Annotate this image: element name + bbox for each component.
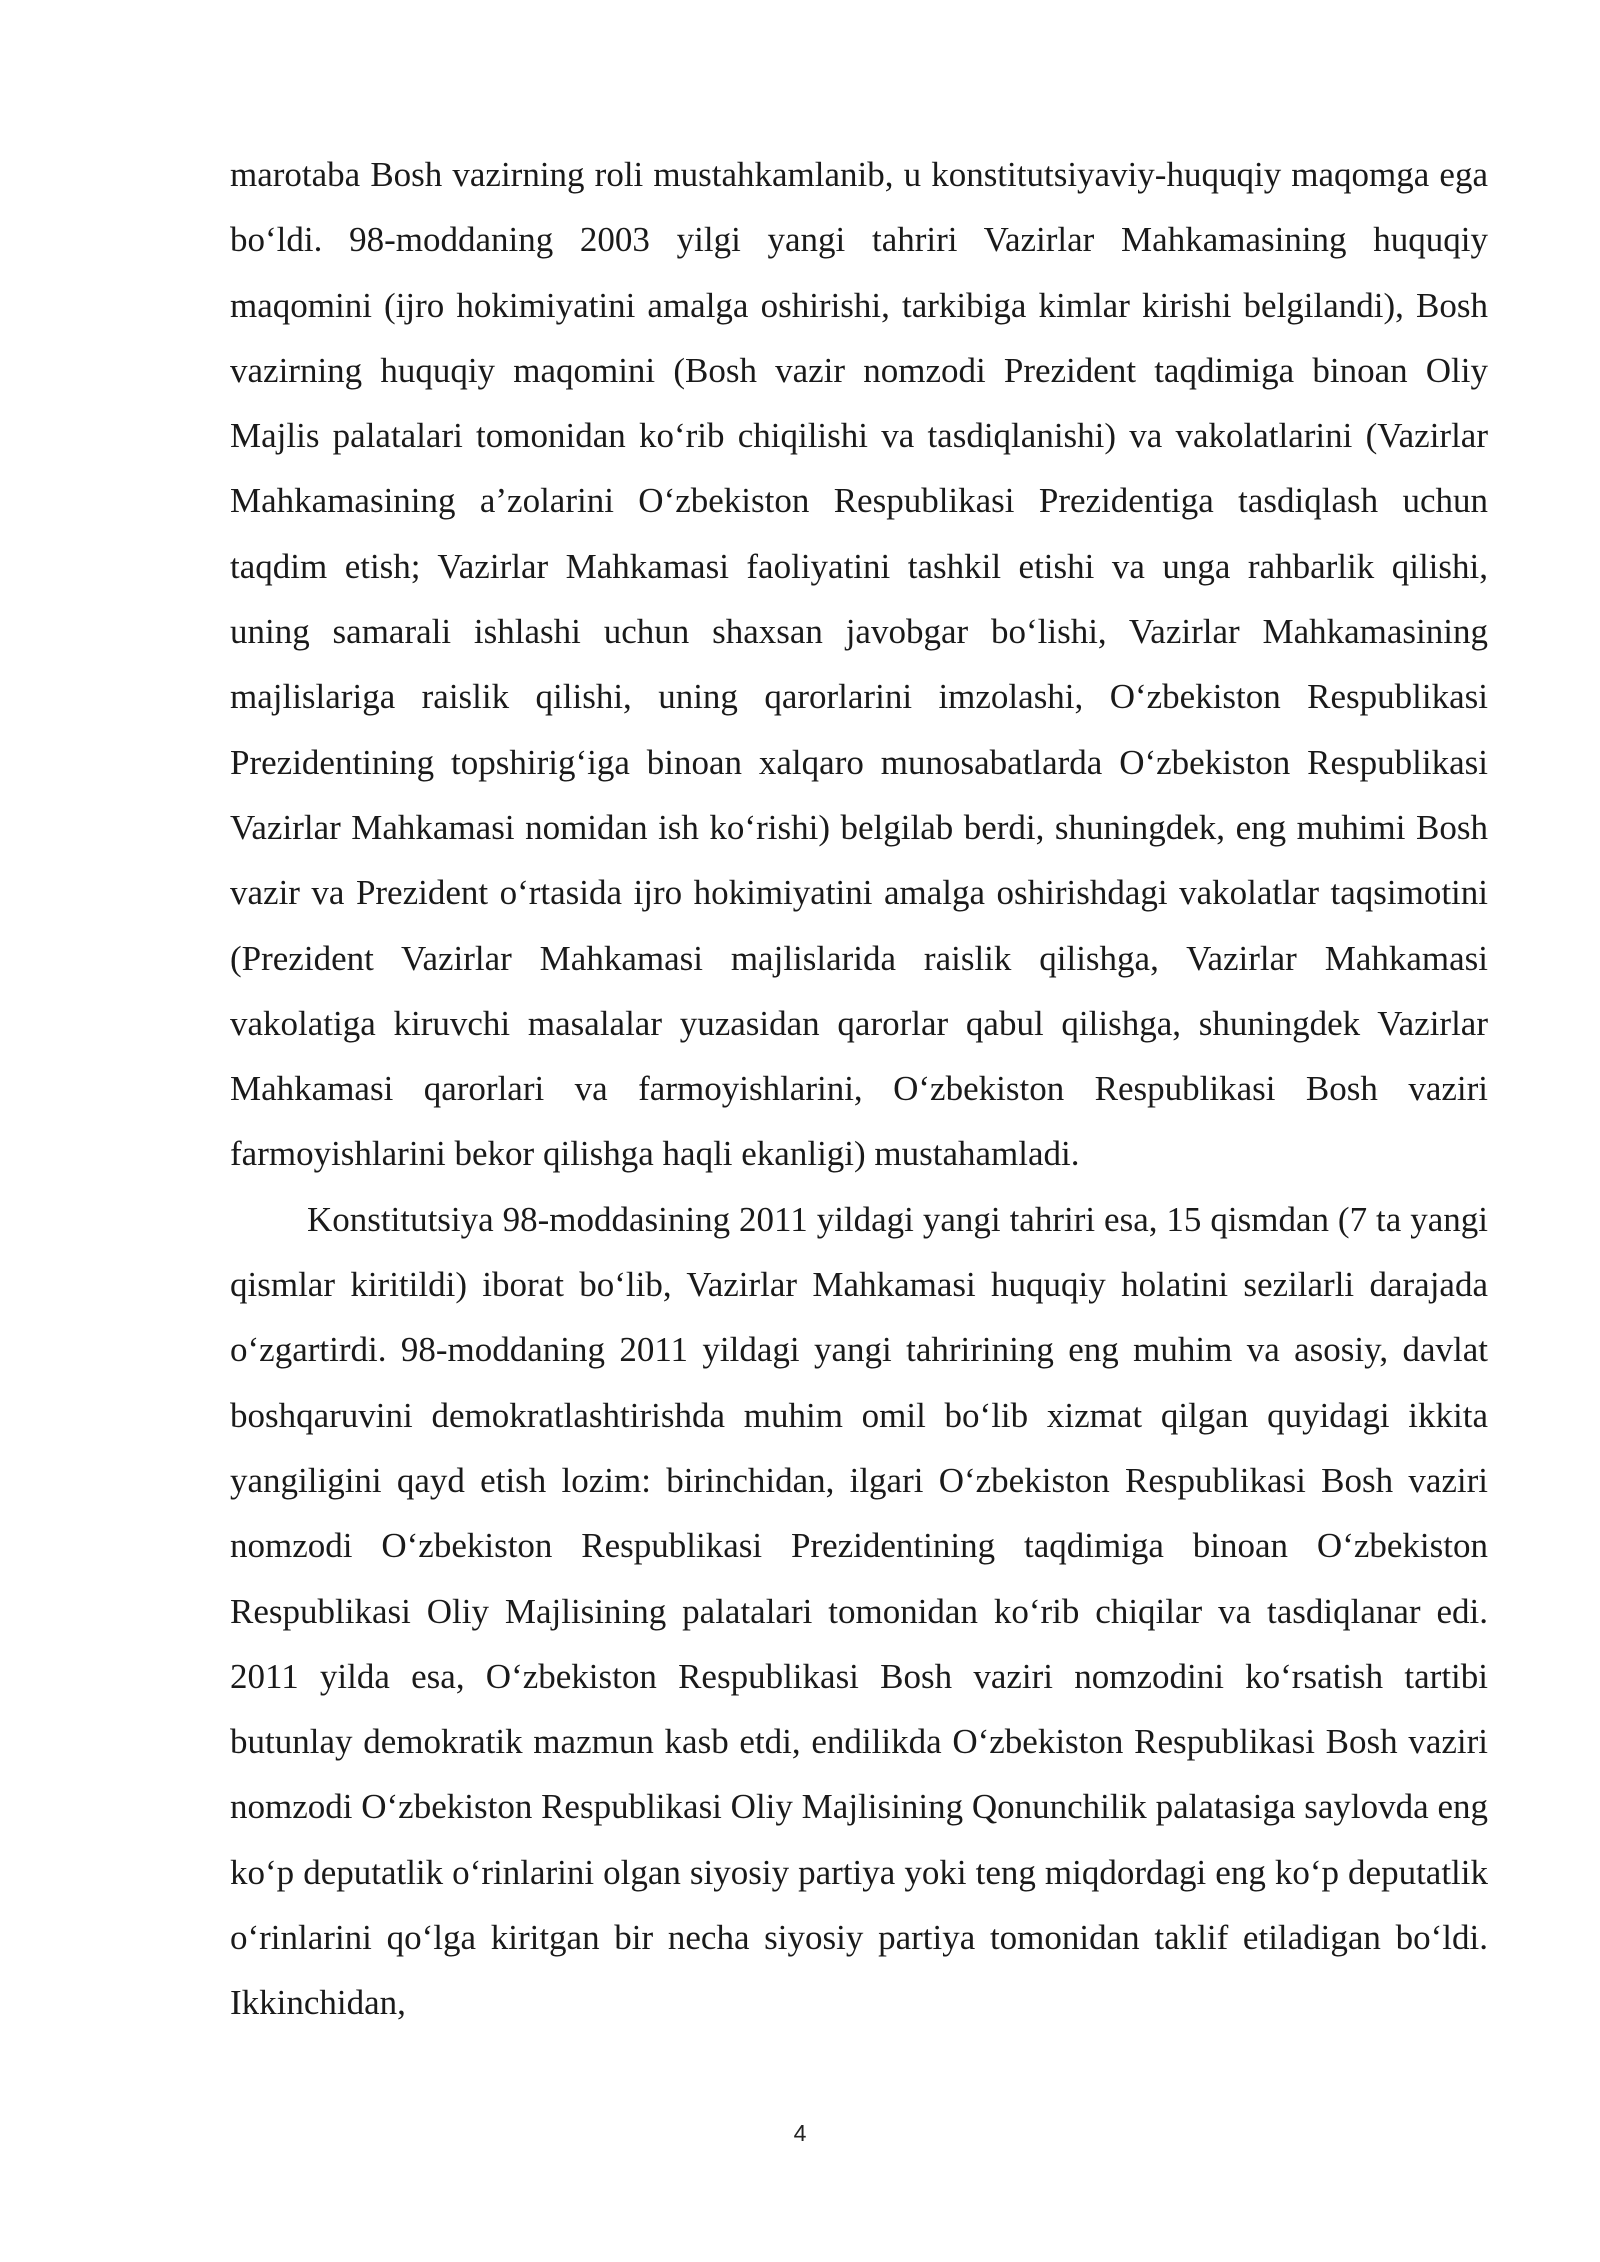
- paragraph-constitution-article-98: Konstitutsiya 98-moddasining 2011 yildagi yangi tahriri esa, 15 qismdan (7 ta yangi qismlar kiritildi) iborat bo‘lib, Vazirlar Mahkamasi huquqiy holatini sezilarli darajada o‘zgartirdi. 98-moddaning 2011 yildagi yangi tahririning eng muhim va asosiy, davlat boshqaruvini demokratlashtirishda muhim omil bo‘lib xizmat qilgan quyidagi ikkita yangiligini qayd etish lozim: birinchidan, ilgari O‘zbekiston Respublikasi Bosh vaziri nomzodi O‘zbekiston Respublikasi Prezidentining taqdimiga binoan O‘zbekiston Respublikasi Oliy Majlisining palatalari tomonidan ko‘rib chiqilar va tasdiqlanar edi. 2011 yilda esa, O‘zbekiston Respublikasi Bosh vaziri nomzodini ko‘rsatish tartibi butunlay demokratik mazmun kasb etdi, endilikda O‘zbekiston Respublikasi Bosh vaziri nomzodi O‘zbekiston Respublikasi Oliy Majlisining Qonunchilik palatasiga saylovda eng ko‘p deputatlik o‘rinlarini olgan siyosiy partiya yoki teng miqdordagi eng ko‘p deputatlik o‘rinlarini qo‘lga kiritgan bir necha siyosiy partiya tomonidan taklif etiladigan bo‘ldi. Ikkinchidan,: [230, 1199, 1488, 2023]
- paragraph-continuation: marotaba Bosh vazirning roli mustahkamlanib, u konstitutsiyaviy-huquqiy maqomga ega bo‘ldi. 98-moddaning 2003 yilgi yangi tahriri Vazirlar Mahkamasining huquqiy maqomini (ijro hokimiyatini amalga oshirishi, tarkibiga kimlar kirishi belgilandi), Bosh vazirning huquqiy maqomini (Bosh vazir nomzodi Prezident taqdimiga binoan Oliy Majlis palatalari tomonidan ko‘rib chiqilishi va tasdiqlanishi) va vakolatlarini (Vazirlar Mahkamasining a’zolarini O‘zbekiston Respublikasi Prezidentiga tasdiqlash uchun taqdim etish; Vazirlar Mahkamasi faoliyatini tashkil etishi va unga rahbarlik qilishi, uning samarali ishlashi uchun shaxsan javobgar bo‘lishi, Vazirlar Mahkamasining majlislariga raislik qilishi, uning qarorlarini imzolashi, O‘zbekiston Respublikasi Prezidentining topshirig‘iga binoan xalqaro munosabatlarda O‘zbekiston Respublikasi Vazirlar Mahkamasi nomidan ish ko‘rishi) belgilab berdi, shuningdek, eng muhimi Bosh vazir va Prezident o‘rtasida ijro hokimiyatini amalga oshirishdagi vakolatlar taqsimotini (Prezident Vazirlar Mahkamasi majlislarida raislik qilishga, Vazirlar Mahkamasi vakolatiga kiruvchi masalalar yuzasidan qarorlar qabul qilishga, shuningdek Vazirlar Mahkamasi qarorlari va farmoyishlarini, O‘zbekiston Respublikasi Bosh vaziri farmoyishlarini bekor qilishga haqli ekanligi) mustahamladi.: [230, 155, 1488, 1174]
- body-text: [230, 142, 1488, 2036]
- page-number: 4: [793, 2120, 807, 2146]
